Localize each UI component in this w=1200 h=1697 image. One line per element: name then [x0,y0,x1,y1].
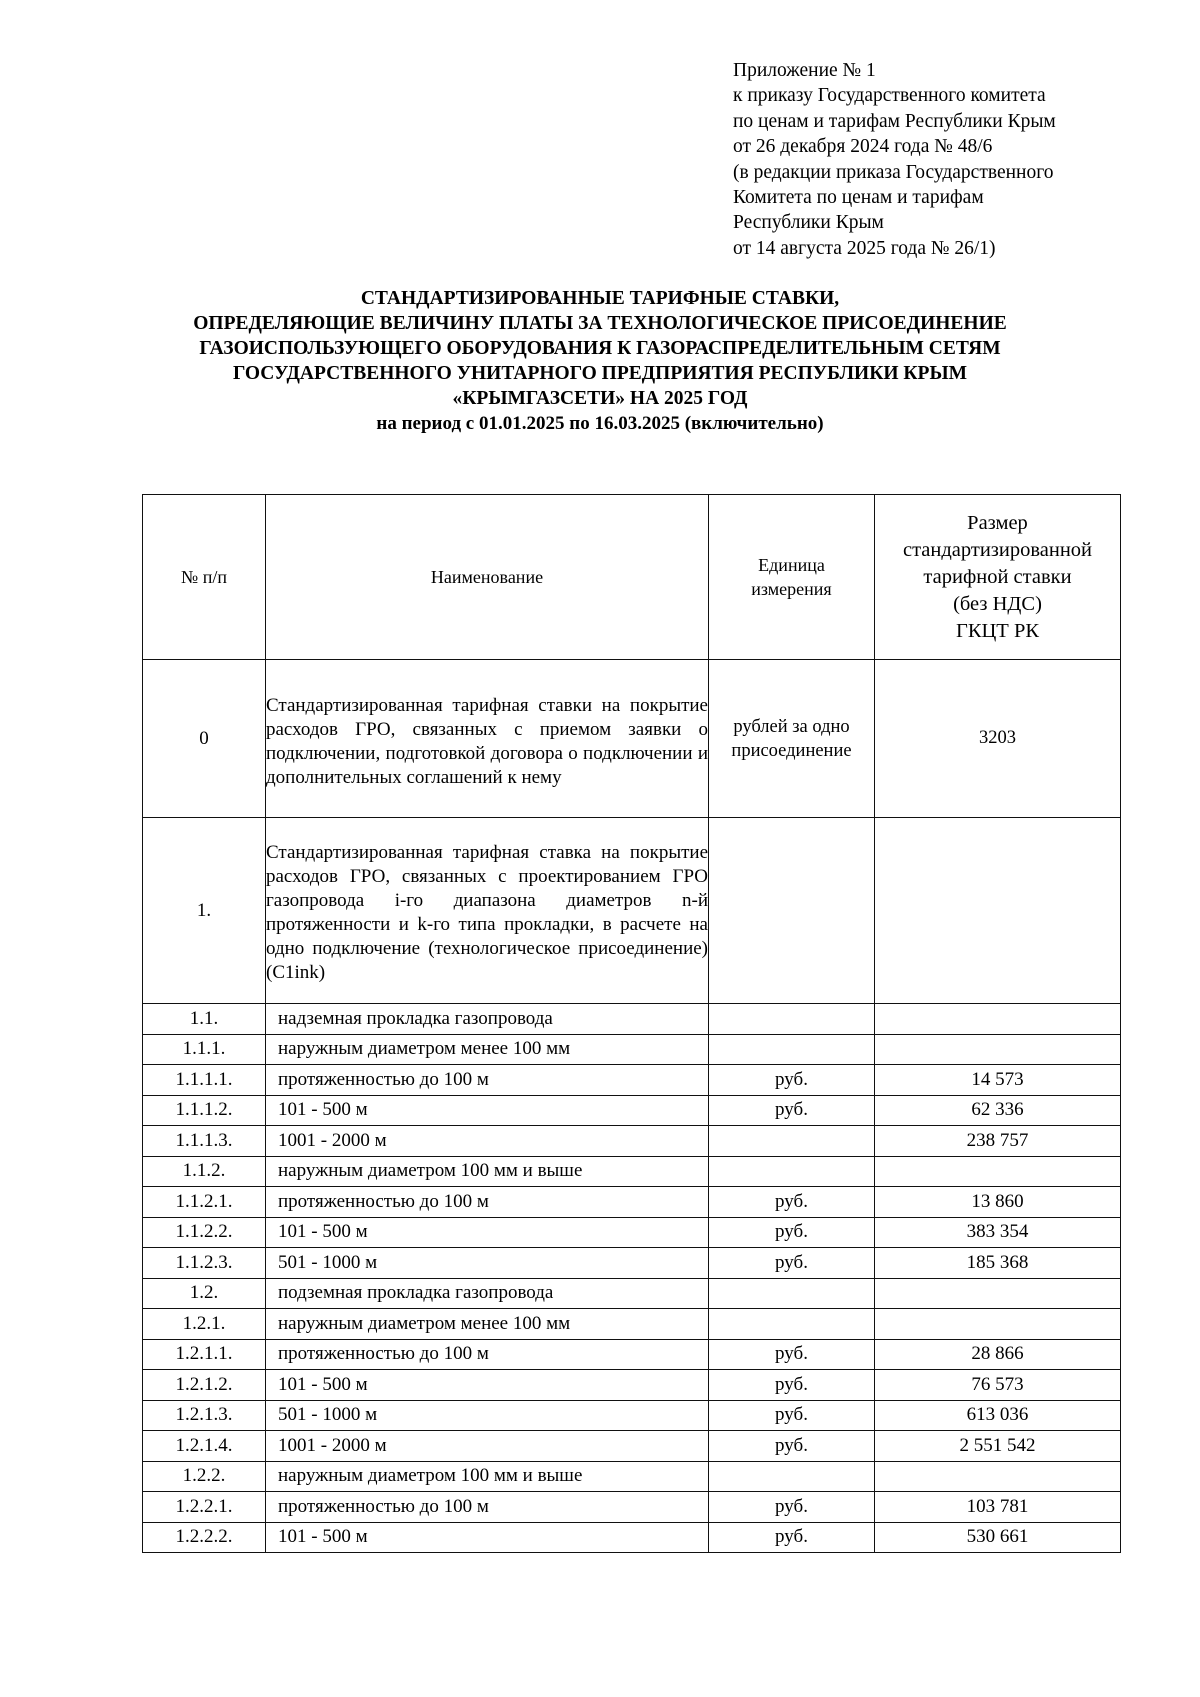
table-row [143,1248,1121,1279]
row-name: протяженностью до 100 м [266,1065,709,1096]
row-num: 1.2.2.2. [143,1522,266,1553]
row-num: 1.2.1. [143,1309,266,1340]
row-name: наружным диаметром 100 мм и выше [266,1156,709,1187]
table-header-row [143,495,1121,660]
row-name: протяженностью до 100 м [266,1492,709,1523]
row-value [875,1461,1121,1492]
row-value: 13 860 [875,1187,1121,1218]
row-num: 1.1.1.3. [143,1126,266,1157]
table-row [143,660,1121,818]
row-value [875,1156,1121,1187]
header-size-line: тарифной ставки [923,565,1072,588]
title-line: ОПРЕДЕЛЯЮЩИЕ ВЕЛИЧИНУ ПЛАТЫ ЗА ТЕХНОЛОГИЧЕСКОЕ ПРИСОЕДИНЕНИЕ [193,313,1007,334]
row-value: 103 781 [875,1492,1121,1523]
row-num: 1.2. [143,1278,266,1309]
row-unit: руб. [709,1065,875,1096]
appendix-line: (в редакции приказа Государственного [733,161,1054,183]
header-size [875,495,1121,660]
row-value [875,1034,1121,1065]
row-value: 3203 [875,660,1121,818]
table-row [143,1339,1121,1370]
row-value: 185 368 [875,1248,1121,1279]
row-name: протяженностью до 100 м [266,1187,709,1218]
appendix-reference [733,58,1153,261]
table-row [143,1065,1121,1096]
row-num: 1.2.1.1. [143,1339,266,1370]
row-value [875,1004,1121,1035]
row-value [875,818,1121,1004]
row-value: 2 551 542 [875,1431,1121,1462]
row-num: 1.2.1.4. [143,1431,266,1462]
title-line: ГОСУДАРСТВЕННОГО УНИТАРНОГО ПРЕДПРИЯТИЯ РЕСПУБЛИКИ КРЫМ [232,363,967,384]
table-row [143,1187,1121,1218]
table-row [143,818,1121,1004]
appendix-line: от 26 декабря 2024 года № 48/6 [733,136,993,158]
header-unit [709,495,875,660]
row-unit: руб. [709,1522,875,1553]
header-num: № п/п [143,495,266,660]
table-row [143,1370,1121,1401]
header-size-line: ГКЦТ РК [955,619,1040,642]
row-name: наружным диаметром 100 мм и выше [266,1461,709,1492]
row-num: 1.1.1.2. [143,1095,266,1126]
row-value: 530 661 [875,1522,1121,1553]
table-row [143,1400,1121,1431]
table-row [143,1278,1121,1309]
table-row [143,1126,1121,1157]
header-size-line: (без НДС) [953,592,1042,615]
row-unit: руб. [709,1431,875,1462]
table-row [143,1034,1121,1065]
row-name: 101 - 500 м [266,1522,709,1553]
row-value [875,1278,1121,1309]
row-num: 1.1.1.1. [143,1065,266,1096]
header-size-line: стандартизированной [902,538,1093,561]
row-value: 62 336 [875,1095,1121,1126]
row-unit: руб. [709,1492,875,1523]
row-unit [709,1309,875,1340]
row-unit: руб. [709,1095,875,1126]
row-unit-line: рублей за одно [733,716,850,737]
row-num: 1. [143,818,266,1004]
row-name: протяженностью до 100 м [266,1339,709,1370]
row-unit [709,1126,875,1157]
row-name: 1001 - 2000 м [266,1431,709,1462]
row-unit [709,660,875,818]
row-name: 101 - 500 м [266,1370,709,1401]
row-value: 613 036 [875,1400,1121,1431]
row-value [875,1309,1121,1340]
document-title [0,286,1200,436]
appendix-line: от 14 августа 2025 года № 26/1) [733,237,996,259]
table-row [143,1492,1121,1523]
title-line: ГАЗОИСПОЛЬЗУЮЩЕГО ОБОРУДОВАНИЯ К ГАЗОРАСПРЕДЕЛИТЕЛЬНЫМ СЕТЯМ [199,338,1001,359]
row-unit: руб. [709,1248,875,1279]
appendix-line: к приказу Государственного комитета [733,85,1046,107]
title-line: СТАНДАРТИЗИРОВАННЫЕ ТАРИФНЫЕ СТАВКИ, [360,288,840,309]
row-unit: руб. [709,1370,875,1401]
row-name: 501 - 1000 м [266,1400,709,1431]
row-unit: руб. [709,1339,875,1370]
row-unit [709,1461,875,1492]
row-num: 1.2.1.2. [143,1370,266,1401]
table-row [143,1217,1121,1248]
row-num: 1.1.2.3. [143,1248,266,1279]
row-name: 1001 - 2000 м [266,1126,709,1157]
table-row [143,1431,1121,1462]
row-name: наружным диаметром менее 100 мм [266,1034,709,1065]
row-name: наружным диаметром менее 100 мм [266,1309,709,1340]
row-num: 1.2.1.3. [143,1400,266,1431]
row-unit [709,1156,875,1187]
row-num: 1.1.2.1. [143,1187,266,1218]
tariff-table [142,494,1121,1553]
row-unit: руб. [709,1187,875,1218]
row-name: надземная прокладка газопровода [266,1004,709,1035]
row-unit-line: присоединение [731,740,852,761]
table-row [143,1461,1121,1492]
row-value: 14 573 [875,1065,1121,1096]
row-value: 383 354 [875,1217,1121,1248]
row-num: 1.2.2.1. [143,1492,266,1523]
row-unit [709,1004,875,1035]
row-unit: руб. [709,1217,875,1248]
row-value: 76 573 [875,1370,1121,1401]
row-unit [709,1034,875,1065]
row-name: 101 - 500 м [266,1217,709,1248]
table-body [143,1004,1121,1553]
row-num: 1.2.2. [143,1461,266,1492]
row-num: 1.1.2. [143,1156,266,1187]
header-unit-line: измерения [751,579,832,599]
appendix-line: Республики Крым [733,212,884,234]
row-unit: руб. [709,1400,875,1431]
title-period: на период с 01.01.2025 по 16.03.2025 (включительно) [376,413,824,434]
row-unit [709,818,875,1004]
row-name: 101 - 500 м [266,1095,709,1126]
table-row [143,1004,1121,1035]
appendix-line: по ценам и тарифам Республики Крым [733,110,1056,132]
row-name: подземная прокладка газопровода [266,1278,709,1309]
header-unit-line: Единица [758,555,825,575]
row-num: 1.1.2.2. [143,1217,266,1248]
appendix-line: Приложение № 1 [733,60,876,81]
row-num: 0 [143,660,266,818]
table-row [143,1309,1121,1340]
row-name: Стандартизированная тарифная ставки на покрытие расходов ГРО, связанных с приемом заявки о подключении, подготовкой договора о подключении и дополнительных соглашений к нему [266,660,709,818]
table-row [143,1095,1121,1126]
title-line: «КРЫМГАЗСЕТИ» НА 2025 ГОД [452,388,748,409]
header-size-line: Размер [967,511,1028,534]
row-num: 1.1.1. [143,1034,266,1065]
appendix-line: Комитета по ценам и тарифам [733,187,984,209]
row-unit [709,1278,875,1309]
row-num: 1.1. [143,1004,266,1035]
header-name: Наименование [266,495,709,660]
table-row [143,1522,1121,1553]
row-value: 238 757 [875,1126,1121,1157]
row-value: 28 866 [875,1339,1121,1370]
row-name: 501 - 1000 м [266,1248,709,1279]
table-row [143,1156,1121,1187]
row-name: Стандартизированная тарифная ставка на покрытие расходов ГРО, связанных с проектированием ГРО газопровода i-го диапазона диаметров n-й протяженности и k-го типа прокладки, в расчете на одно подключение (технологическое присоединение) (C1ink) [266,818,709,1004]
